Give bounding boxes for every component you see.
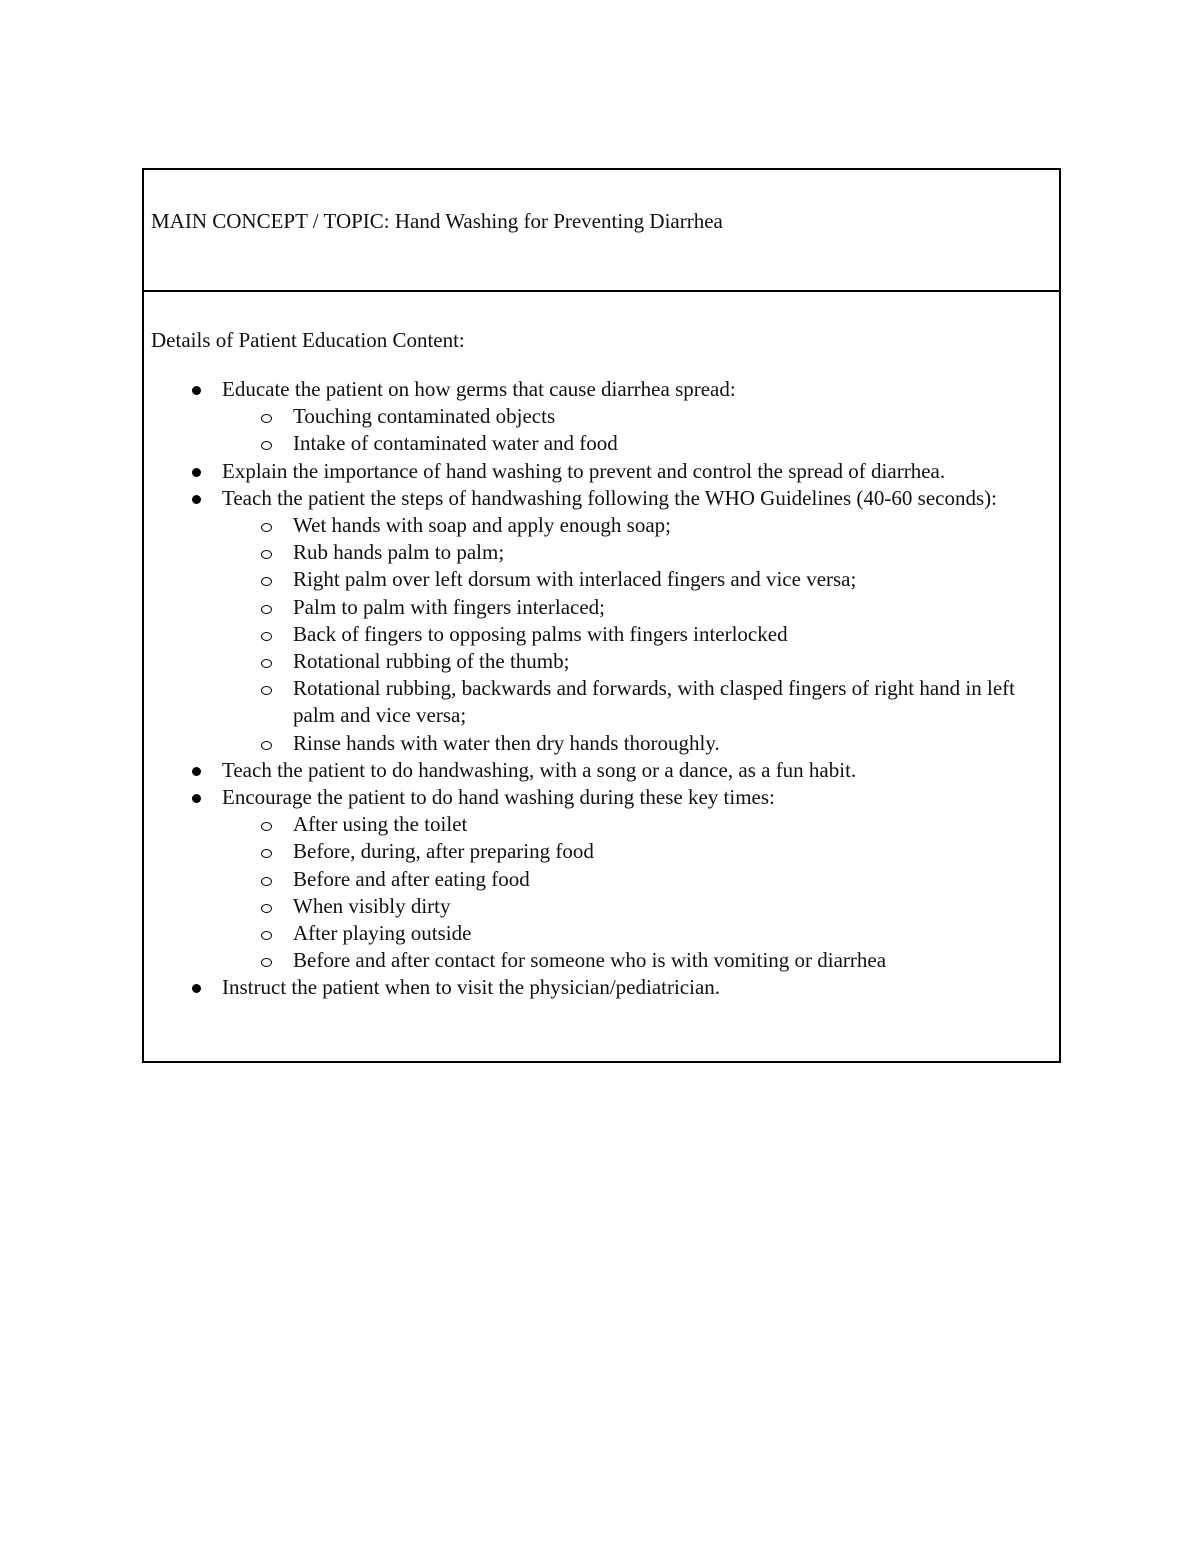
list-item <box>222 757 1048 784</box>
sub-list-item <box>293 539 1048 566</box>
bullet-circle-icon <box>261 904 272 913</box>
details-cell <box>144 292 1059 1061</box>
sub-list-item-text: Before and after contact for someone who is with vomiting or diarrhea <box>293 948 887 973</box>
bullet-circle-icon <box>261 577 272 586</box>
list-item-text: Teach the patient to do handwashing, with a song or a dance, as a fun habit. <box>222 757 857 782</box>
bullet-disc-icon <box>192 386 201 395</box>
sub-list-item <box>293 730 1048 757</box>
bullet-circle-icon <box>261 523 272 532</box>
list-item <box>222 458 1048 485</box>
list-item <box>222 974 1048 1001</box>
bullet-circle-icon <box>261 877 272 886</box>
list-item-text: Explain the importance of hand washing to prevent and control the spread of diarrhea. <box>222 458 946 483</box>
bullet-circle-icon <box>261 849 272 858</box>
list-item-text: Educate the patient on how germs that cause diarrhea spread: <box>222 377 736 401</box>
bullet-circle-icon <box>261 686 272 695</box>
bullet-circle-icon <box>261 822 272 831</box>
sub-list-item <box>293 920 1048 947</box>
content-table <box>142 168 1061 1063</box>
sub-list-item-text: Before, during, after preparing food <box>293 839 594 864</box>
sub-list-item <box>293 893 1048 920</box>
bullet-disc-icon <box>192 767 201 776</box>
sub-list-item-text: Touching contaminated objects <box>293 404 556 429</box>
sub-list-item-text: Palm to palm with fingers interlaced; <box>293 594 606 619</box>
sub-list-item-text: Rub hands palm to palm; <box>293 540 505 565</box>
sub-list-item <box>293 621 1048 648</box>
bullet-disc-icon <box>192 468 201 477</box>
sub-list-item <box>293 648 1048 675</box>
list-item <box>222 784 1048 811</box>
sub-list-item <box>293 403 1048 430</box>
sub-list-item <box>293 566 1048 593</box>
sub-list-item-text: Back of fingers to opposing palms with fingers interlocked <box>293 621 788 646</box>
sub-list-item-text: Rotational rubbing, backwards and forwards, with clasped fingers of right hand in left palm and vice versa; <box>293 676 1015 728</box>
sub-list-item-text: After playing outside <box>293 921 472 946</box>
bullet-circle-icon <box>261 605 272 614</box>
list-item-text: Teach the patient the steps of handwashing following the WHO Guidelines (40-60 seconds): <box>222 485 997 510</box>
list-item-text: Instruct the patient when to visit the physician/pediatrician. <box>222 975 721 1000</box>
list-item-text: Encourage the patient to do hand washing during these key times: <box>222 785 775 810</box>
sub-list-item-text: Before and after eating food <box>293 866 530 891</box>
sub-list-item <box>293 675 1048 729</box>
bullet-circle-icon <box>261 632 272 641</box>
list-item <box>222 485 1048 512</box>
education-content-list <box>144 376 1059 1002</box>
sub-list-item-text: Rotational rubbing of the thumb; <box>293 649 570 674</box>
bullet-circle-icon <box>261 550 272 559</box>
sub-list-item-text: Intake of contaminated water and food <box>293 431 618 456</box>
sub-list-item-text: Right palm over left dorsum with interlaced fingers and vice versa; <box>293 567 857 592</box>
bullet-circle-icon <box>261 659 272 668</box>
sub-list-item <box>293 811 1048 838</box>
bullet-circle-icon <box>261 958 272 967</box>
sub-list-item <box>293 866 1048 893</box>
bullet-disc-icon <box>192 984 201 993</box>
sub-list-item-text: Rinse hands with water then dry hands thoroughly. <box>293 730 720 755</box>
sub-list-item <box>293 838 1048 865</box>
bullet-circle-icon <box>261 931 272 940</box>
topic-cell <box>144 170 1059 292</box>
sub-list-item-text: When visibly dirty <box>293 893 451 918</box>
bullet-disc-icon <box>192 495 201 504</box>
details-heading: Details of Patient Education Content: <box>151 328 465 352</box>
sub-list-item-text: Wet hands with soap and apply enough soap; <box>293 513 671 538</box>
bullet-circle-icon <box>261 414 272 423</box>
sub-list-item <box>293 594 1048 621</box>
sub-list-item <box>293 947 1048 974</box>
list-item <box>222 376 1048 403</box>
bullet-circle-icon <box>261 441 272 450</box>
bullet-disc-icon <box>192 794 201 803</box>
sub-list-item <box>293 430 1048 457</box>
sub-list-item <box>293 512 1048 539</box>
sub-list-item-text: After using the toilet <box>293 812 468 837</box>
bullet-circle-icon <box>261 741 272 750</box>
main-topic-title: MAIN CONCEPT / TOPIC: Hand Washing for Preventing Diarrhea <box>151 209 723 233</box>
